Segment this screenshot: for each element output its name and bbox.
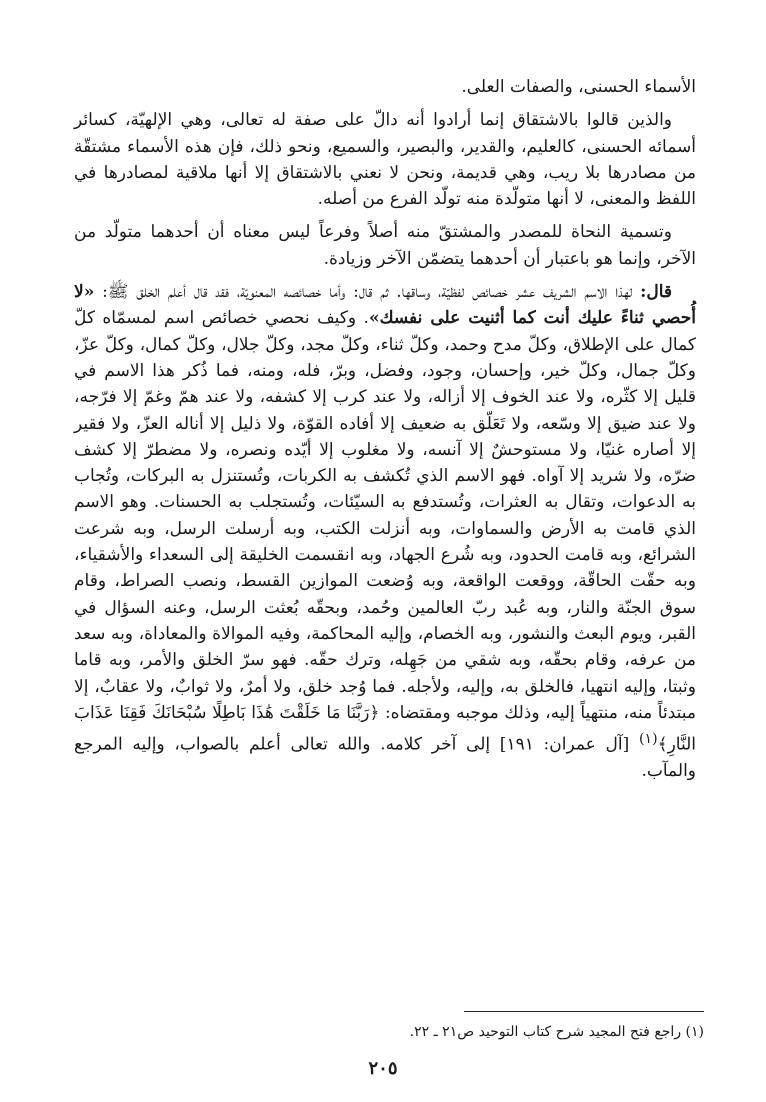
paragraph-3: وتسمية النحاة للمصدر والمشتقّ منه أصلاً وفرعاً ليس معناه أن أحدهما متولّد من الآخر، وإنما هو باعتبار أن أحدهما يتضمّن الآخر وزيادة. <box>74 222 696 269</box>
paragraph-4 <box>74 279 696 784</box>
footnote-reference: (١) <box>638 731 658 748</box>
footnote-divider <box>464 1011 704 1012</box>
footnote: (١) راجع فتح المجيد شرح كتاب التوحيد ص٢١ ـ ٢٢. <box>409 1024 704 1040</box>
paragraph-1: الأسماء الحسنى، والصفات العلى. <box>461 77 696 97</box>
verse-citation: [آل عمران: ١٩١] إلى آخر كلامه <box>385 734 639 755</box>
quran-verse: ﴿رَبَّنَا مَا خَلَقْتَ هَٰذَا بَاطِلًا سُبْحَانَكَ فَقِنَا عَذَابَ النَّارِ﴾ <box>74 702 696 755</box>
paragraph-4-text-a: لهذا الاسم الشريف عشر خصائص لفظيّة، وساقها. ثم قال: وأما خصائصه المعنويّة، فقد قال أعلم الخلق ﷺ: <box>94 282 641 303</box>
page-body <box>74 74 696 784</box>
page-number: ٢٠٥ <box>368 1058 398 1079</box>
paragraph-4-text-b: . وكيف نحصي خصائص اسم لمسمّاه كلّ كمال على الإطلاق، وكلّ مدح وحمد، وكلّ ثناء، وكلّ مجد، وكلّ جلال، وكلّ كمال، وكلّ عزّ، وكلّ جمال، وكلّ خير، وإحسان، وجود، وفضل، وبرّ، فله، ومنه، فما ذُكر هذا الاسم في قليل إلا كثّره، ولا عند الخوف إلا أزاله، ولا عند كرب إلا كشفه، ولا عند همّ وغمّ إلا فرّجه، ولا عند ضيق إلا وسّعه، ولا تَعَلّق به ضعيف إلا أفاده القوّة، ولا ذليل إلا أناله العزّ، ولا فقير إلا أصاره غنيّا، ولا مستوحشٌ إلا آنسه، ولا مغلوب إلا أيّده ونصره، ولا مضطرّ إلا كشف ضرّه، ولا شريد إلا آواه. فهو الاسم الذي تُكشف به الكربات، وتُستنزل به البركات، وتُجاب به الدعوات، وتقال به العثرات، وتُستدفع به السيّئات، وتُستجلب به الحسنات. وهو الاسم الذي قامت به الأرض والسماوات، وبه أنزلت الكتب، وبه أرسلت الرسل، وبه شرعت الشرائع، وبه قامت الحدود، وبه شُرع الجهاد، وبه انقسمت الخليقة إلى السعداء والأشقياء، وبه حقّت الحاقّة، ووقعت الواقعة، وبه وُضعت الموازين القسط، ونصب الصراط، وقام سوق الجنّة والنار، وبه عُبد ربّ العالمين وحُمد، وبحقّه بُعثت الرسل، وعنه السؤال في القبر، ويوم البعث والنشور، وبه الخصام، وإليه المحاكمة، وفيه الموالاة والمعاداة، وبه سعد من عرفه، وقام بحقّه، وبه شقي من جَهِله، وترك حقّه. فهو سرّ الخلق والأمر، وبه قاما وثبتا، وإليه انتهيا، فالخلق به، وإليه، ولأجله. فما وُجد خلق، ولا أمرٌ، ولا ثوابٌ، ولا عقابٌ، إلا مبتدئاً منه، منتهياً إليه، وذلك موجبه ومقتضاه: <box>74 308 696 723</box>
paragraph-4-text-c: . والله تعالى أعلم بالصواب، وإليه المرجع والمآب. <box>74 734 696 782</box>
paragraph-2: والذين قالوا بالاشتقاق إنما أرادوا أنه دالّ على صفة له تعالى، وهي الإلهيّة، كسائر أسمائه الحسنى، كالعليم، والقدير، والبصير، والسميع، ونحو ذلك، فإن هذه الأسماء مشتقّة من مصادرها بلا ريب، وهي قديمة، ونحن لا نعني بالاشتقاق إلا أنها ملاقية لمصادرها في اللفظ والمعنى، لا أنها متولّدة منه تولّد الفرع من أصله. <box>74 110 696 210</box>
hadith-quote: «لا أُحصي ثناءً عليك أنت كما أثنيت على نفسك» <box>74 282 696 329</box>
qal-label: قال: <box>640 282 672 303</box>
